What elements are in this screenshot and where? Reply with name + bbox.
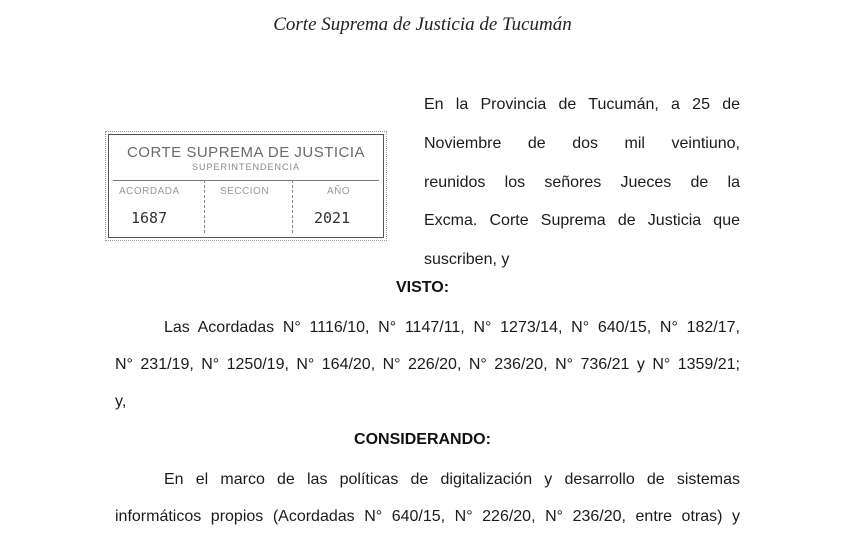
stamp-divider	[113, 180, 379, 181]
considerando-line: En el marco de las políticas de digitalización y desarrollo de sistemas	[164, 471, 740, 488]
intro-line: reunidos los señores Jueces de la	[424, 173, 740, 191]
intro-line: En la Provincia de Tucumán, a 25 de	[424, 96, 740, 113]
visto-paragraph	[115, 309, 740, 420]
visto-heading: VISTO:	[395, 279, 450, 296]
considerando-heading: CONSIDERANDO:	[354, 431, 491, 448]
stamp-column-divider	[204, 180, 205, 233]
intro-line: Noviembre de dos mil veintiuno,	[424, 134, 740, 152]
intro-line: Excma. Corte Suprema de Justicia que	[424, 212, 740, 230]
stamp-label-seccion: SECCION	[220, 186, 270, 197]
considerando-paragraph	[115, 461, 740, 535]
visto-line: y,	[115, 393, 127, 410]
visto-line: Las Acordadas N° 1116/10, N° 1147/11, N° 1273/14, N° 640/15, N° 182/17,	[164, 319, 740, 336]
stamp-acordada-number: 1687	[131, 209, 168, 227]
considerando-line: informáticos propios (Acordadas N° 640/15, N° 226/20, N° 236/20, entre otras) y	[115, 508, 740, 525]
visto-line: N° 231/19, N° 1250/19, N° 164/20, N° 226/20, N° 236/20, N° 736/21 y N° 1359/21;	[115, 356, 740, 373]
stamp-title: CORTE SUPREMA DE JUSTICIA	[126, 144, 366, 161]
stamp-label-anio: AÑO	[327, 186, 351, 197]
stamp-year: 2021	[314, 209, 351, 227]
stamp-column-divider	[292, 180, 293, 233]
stamp-subtitle: SUPERINTENDENCIA	[191, 162, 300, 172]
stamp-label-acordada: ACORDADA	[119, 186, 180, 197]
court-header-title: Corte Suprema de Justicia de Tucumán	[273, 14, 572, 35]
registry-stamp	[108, 134, 384, 238]
intro-line: suscriben, y	[424, 251, 510, 269]
intro-paragraph	[424, 86, 740, 280]
